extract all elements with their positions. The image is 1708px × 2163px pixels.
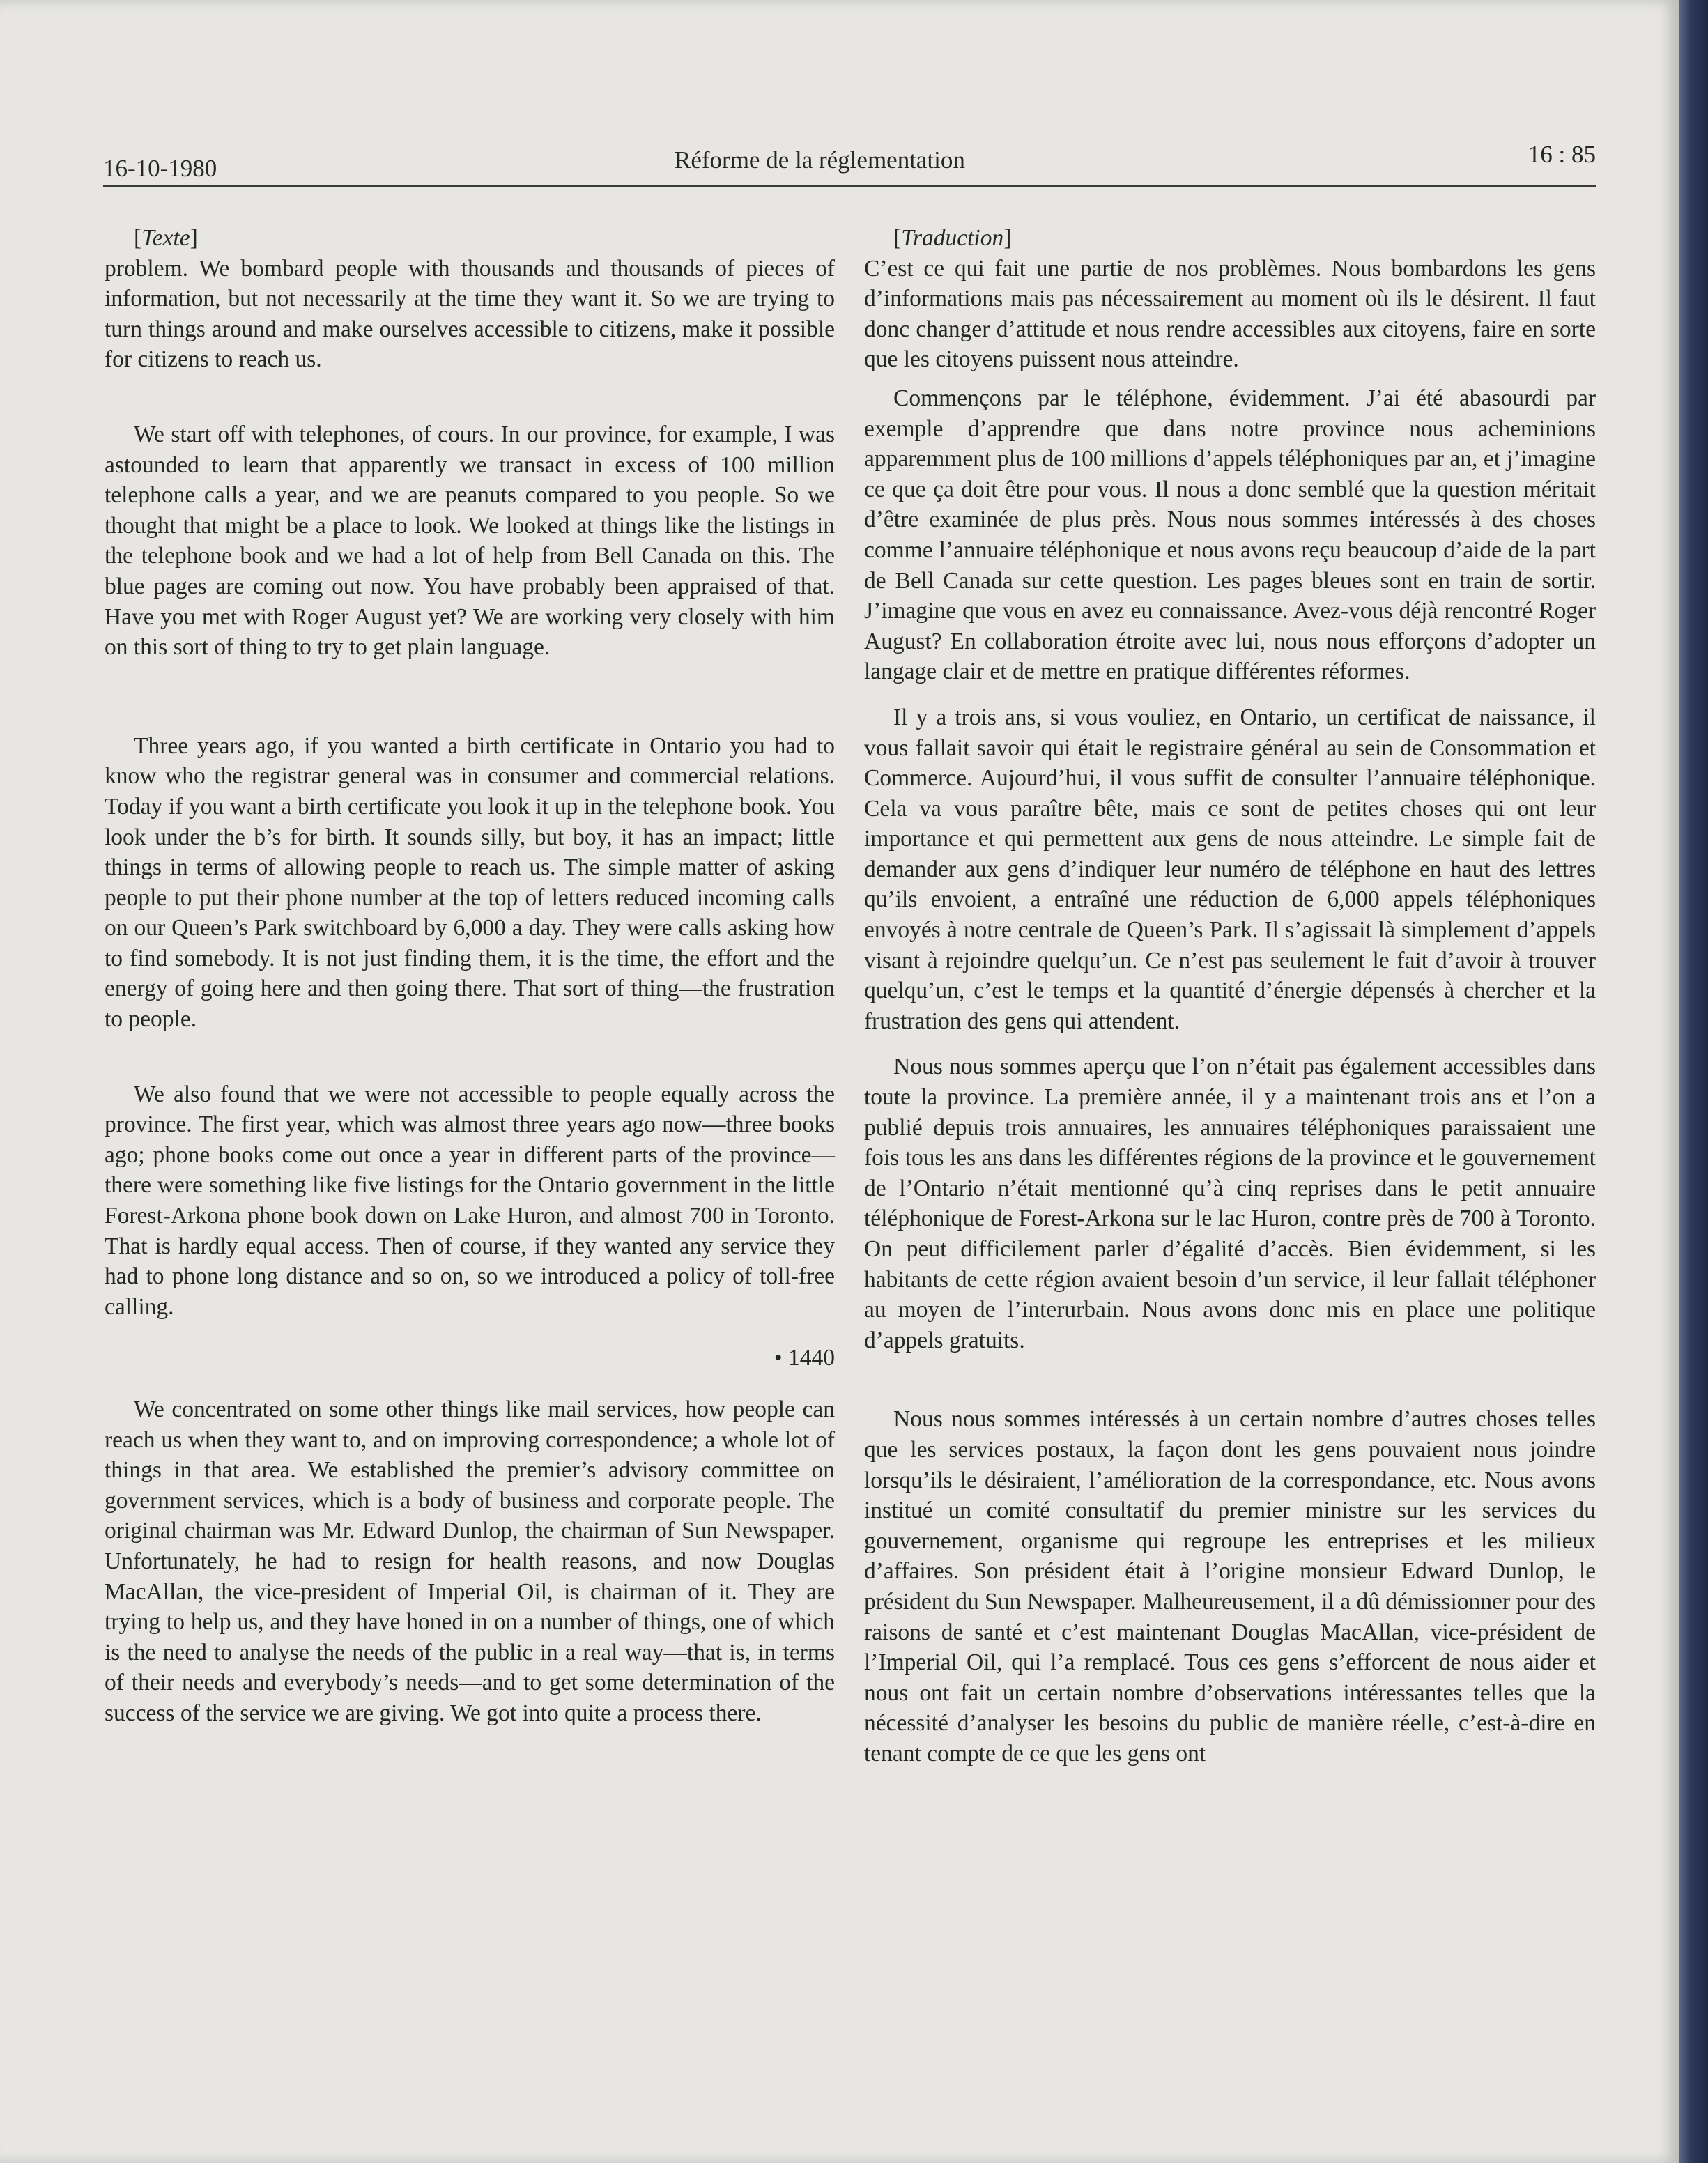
- paragraph: Nous nous sommes intéressés à un certain nombre d’autres choses telles que les services postaux, la façon dont les gens pouvaient nous joindre lorsqu’ils le désiraient, l’amélioration de la correspondance, etc. Nous avons institué un comité consultatif du premier ministre sur les services du gouvernement, organisme qui regroupe les entreprises et les milieux d’affaires. Son président était à l’origine monsieur Edward Dunlop, le président du Sun Newspaper. Malheureusement, il a dû démissionner pour des raisons de santé et c’est maintenant Douglas MacAllan, vice-président de l’Imperial Oil, qui l’a remplacé. Tous ces gens s’efforcent de nous aider et nous ont fait un certain nombre d’observations intéressantes telles que la nécessité d’analyser les besoins du public de manière réelle, c’est-à-dire en tenant compte de ce que les gens ont: [864, 1406, 1596, 1766]
- column-label: [Traduction]: [893, 225, 1012, 251]
- paragraph: We also found that we were not accessible to people equally across the province. The first year, which was almost three years ago now—three books ago; phone books come out once a year in different parts of the province—there were something like five listings for the Ontario government in the little Forest-Arkona phone book down on Lake Huron, and almost 700 in Toronto. That is hardly equal access. Then of course, if they wanted any service they had to phone long distance and so on, so we introduced a policy of toll-free calling.: [105, 1081, 835, 1320]
- book-binding-edge: [1679, 0, 1708, 2163]
- page-header: [103, 139, 1596, 181]
- time-marker: • 1440: [774, 1345, 835, 1371]
- paragraph: We concentrated on some other things like mail services, how people can reach us when they want to, and on improving correspondence; a whole lot of things in that area. We established the premier’s advisory committee on government services, which is a body of business and corporate people. The original chairman was Mr. Edward Dunlop, the chairman of Sun Newspaper. Unfortunately, he had to resign for health reasons, and now Douglas MacAllan, the vice-president of Imperial Oil, is chairman of it. They are trying to help us, and they have honed in on a number of things, one of which is the need to analyse the needs of the public in a real way—that is, in terms of their needs and everybody’s needs—and to get some determination of the success of the service we are giving. We got into quite a process there.: [105, 1396, 835, 1726]
- header-page-number: 16 : 85: [1528, 141, 1596, 168]
- header-rule: [103, 185, 1596, 187]
- paragraph: Three years ago, if you wanted a birth certificate in Ontario you had to know who the registrar general was in consumer and commercial relations. Today if you want a birth certificate you look it up in the telephone book. You look under the b’s for birth. It sounds silly, but boy, it has an impact; little things in terms of allowing people to reach us. The simple matter of asking people to put their phone number at the top of letters reduced incoming calls on our Queen’s Park switchboard by 6,000 a day. They were calls asking how to find somebody. It is not just finding them, it is the time, the effort and the energy of going here and then going there. That sort of thing—the frustration to people.: [105, 732, 835, 1033]
- header-title: Réforme de la réglementation: [675, 146, 965, 174]
- paragraph: problem. We bombard people with thousands and thousands of pieces of information, but not necessarily at the time they want it. So we are trying to turn things around and make ourselves accessible to citizens, make it possible for citizens to reach us.: [105, 255, 835, 373]
- paragraph: We start off with telephones, of cours. In our province, for example, I was astounded to learn that apparently we transact in excess of 100 million telephone calls a year, and we are peanuts compared to you people. So we thought that might be a place to look. We looked at things like the listings in the telephone book and we had a lot of help from Bell Canada on this. The blue pages are coming out now. You have probably been appraised of that. Have you met with Roger August yet? We are working very closely with him on this sort of thing to try to get plain language.: [105, 421, 835, 661]
- column-label: [Texte]: [134, 225, 198, 251]
- paragraph: Commençons par le téléphone, évidemment. J’ai été abasourdi par exemple d’apprendre que dans notre province nous acheminions apparemment plus de 100 millions d’appels téléphoniques par an, et j’imagine ce que ça doit être pour vous. Il nous a donc semblé que la question méritait d’être examinée de plus près. Nous nous sommes intéressés à des choses comme l’annuaire téléphonique et nous avons reçu beaucoup d’aide de la part de Bell Canada sur cette question. Les pages bleues sont en train de sortir. J’imagine que vous en avez eu connaissance. Avez-vous déjà rencontré Roger August? En collaboration étroite avec lui, nous nous efforçons d’adopter un langage clair et de mettre en pratique différentes réformes.: [864, 385, 1596, 685]
- paragraph: Nous nous sommes aperçu que l’on n’était pas également accessibles dans toute la province. La première année, il y a maintenant trois ans et l’on a publié depuis trois annuaires, les annuaires téléphoniques paraissaient une fois tous les ans dans les différentes régions de la province et le gouvernement de l’Ontario n’était mentionné qu’à cinq reprises dans le petit annuaire téléphonique de Forest-Arkona sur le lac Huron, contre près de 700 à Toronto. On peut difficilement parler d’égalité d’accès. Bien évidemment, si les habitants de cette région avaient besoin d’un service, il leur fallait téléphoner au moyen de l’interurbain. Nous avons donc mis en place une politique d’appels gratuits.: [864, 1054, 1596, 1353]
- header-date: 16-10-1980: [103, 155, 217, 182]
- paragraph: C’est ce qui fait une partie de nos problèmes. Nous bombardons les gens d’informations mais pas nécessairement au moment où ils le désirent. Il faut donc changer d’attitude et nous rendre accessibles aux citoyens, faire en sorte que les citoyens puissent nous atteindre.: [864, 255, 1596, 373]
- french-column: [864, 223, 1596, 1769]
- paragraph: Il y a trois ans, si vous vouliez, en Ontario, un certificat de naissance, il vous fallait savoir qui était le registraire général au sein de Consommation et Commerce. Aujourd’hui, il vous suffit de consulter l’annuaire téléphonique. Cela va vous paraître bête, mais ce sont de petites choses qui ont leur importance et qui permettent aux gens de nous atteindre. Le simple fait de demander aux gens d’indiquer leur numéro de téléphone en haut des lettres qu’ils envoient, a entraîné une réduction de 6,000 appels téléphoniques envoyés à notre centrale de Queen’s Park. Il s’agissait là simplement d’appels visant à rejoindre quelqu’un. Ce n’est pas seulement le fait d’avoir à trouver quelqu’un, c’est le temps et la quantité d’énergie dépensés à chercher et la frustration des gens qui attendent.: [864, 704, 1596, 1034]
- english-column: [105, 223, 835, 1729]
